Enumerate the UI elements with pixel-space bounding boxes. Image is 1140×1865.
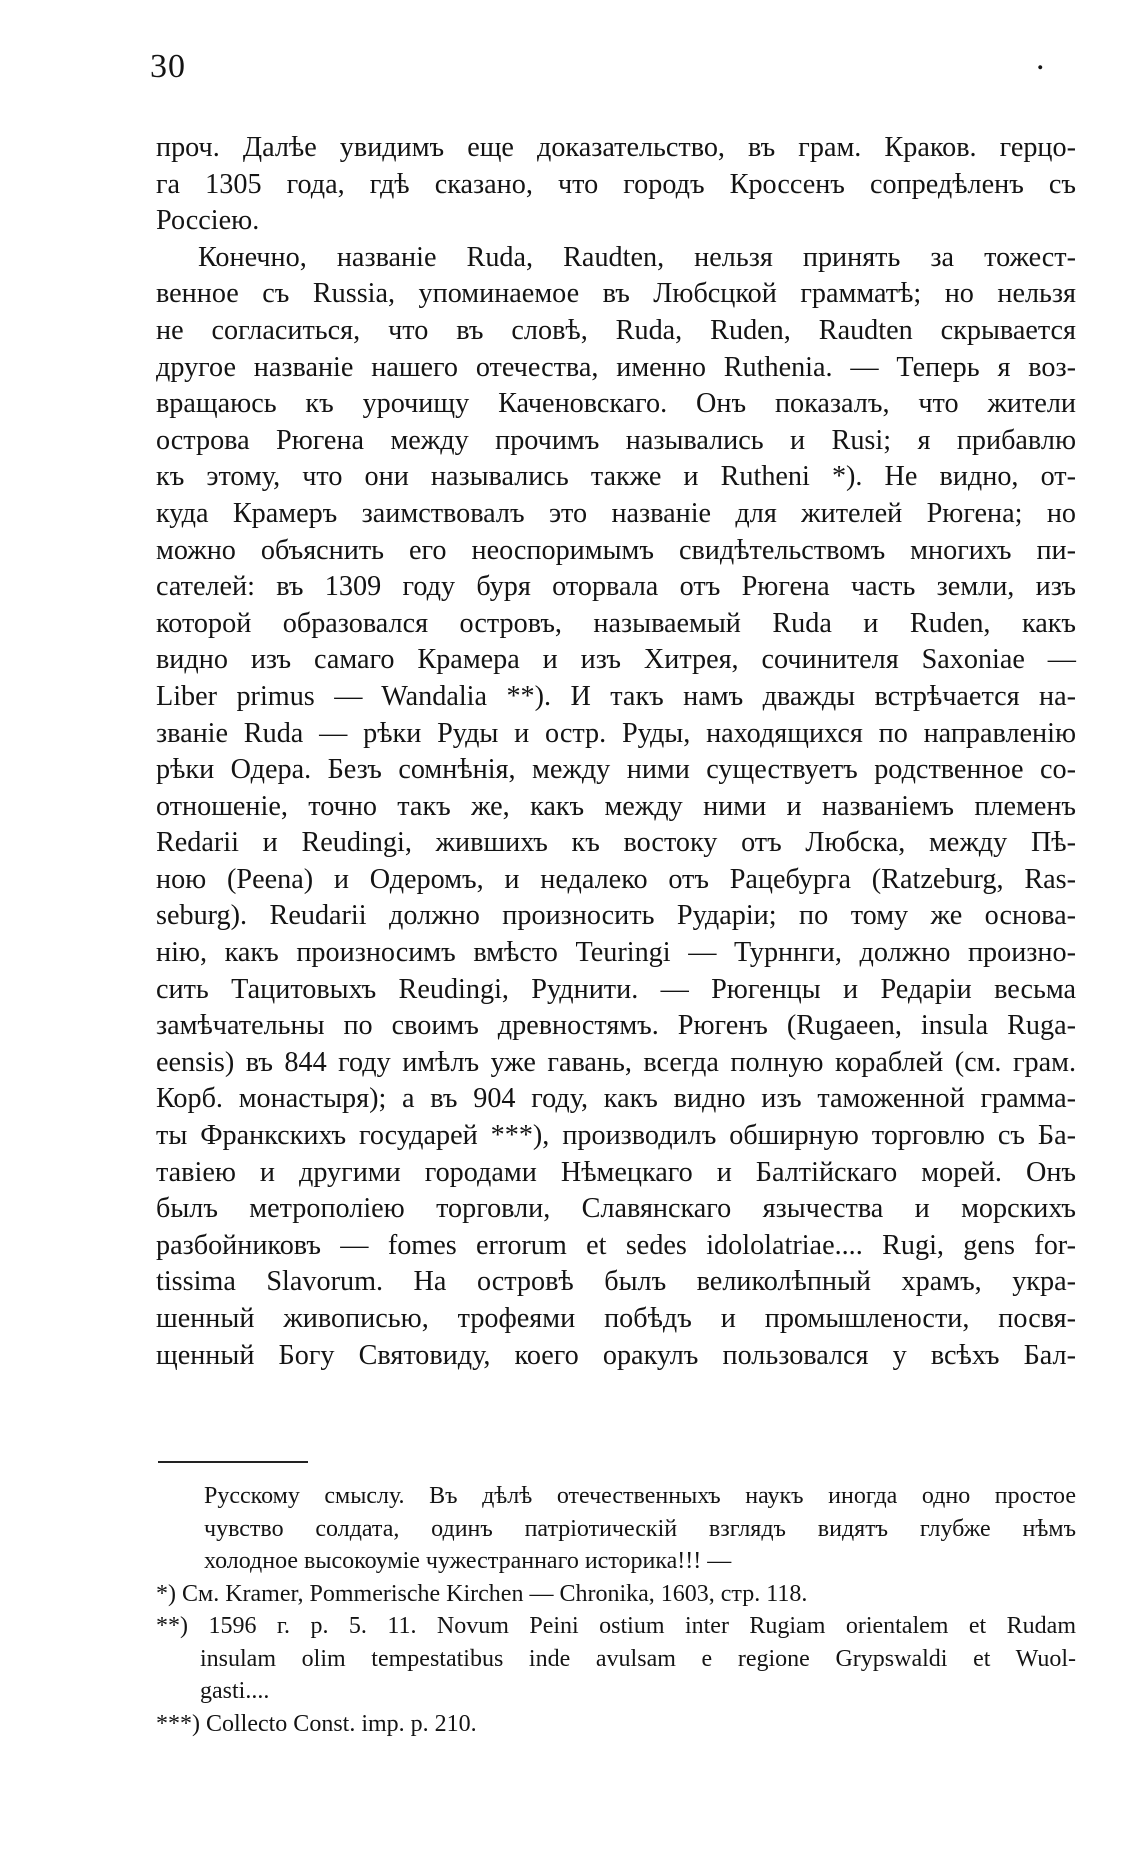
text-line: шенный живописью, трофеями побѣдъ и промышлености, посвя- [156,1303,1076,1334]
page-number: 30 [150,48,186,85]
text-line: га 1305 года, гдѣ сказано, что городъ Кроссенъ сопредѣленъ съ [156,168,1076,200]
text-line: венное съ Russia, упоминаемое въ Любсцкой грамматѣ; но нельзя [156,278,1076,310]
text-line: не согласиться, что въ словѣ, Ruda, Ruden, Raudten скрывается [156,314,1076,346]
footnote-rule [158,1461,308,1463]
footnote-line: Русскому смыслу. Въ дѣлѣ отечественныхъ наукъ иногда одно простое [204,1483,1076,1509]
text-line: seburg). Reudarii должно произносить Рударiи; по тому же основа- [156,900,1076,932]
corner-mark: . [1036,40,1045,77]
text-line: другое названiе нашего отечества, именно Ruthenia. — Теперь я воз- [156,351,1076,383]
text-line: былъ метрополiею торговли, Славянскаго язычества и морскихъ [156,1193,1076,1225]
footnote-line: чувство солдата, одинъ патрiотическiй взглядъ видятъ глубже нѣмъ [204,1515,1076,1542]
text-line: Redarii и Reudingi, жившихъ къ востоку отъ Любска, между Пѣ- [156,827,1076,859]
text-line: щенный Богу Святовиду, коего оракулъ пользовался у всѣхъ Бал- [156,1339,1076,1371]
text-line: проч. Далѣе увидимъ еще доказательство, въ грам. Краков. герцо- [156,132,1076,163]
text-line: разбойниковъ — fomes errorum et sedes idololatriae.... Rugi, gens for- [156,1229,1076,1261]
footnote-line: **) 1596 г. р. 5. 11. Novum Peini ostium inter Rugiam orientalem et Rudam [156,1613,1076,1639]
footnote-line: *) См. Kramer, Pommerische Kirchen — Chronika, 1603, стр. 118. [156,1580,808,1607]
footnote-line: gasti.... [200,1678,270,1704]
body-text [156,130,1076,1374]
text-line: тавiею и другими городами Нѣмецкаго и Балтiйскаго морей. Онъ [156,1156,1076,1188]
text-line: Конечно, названiе Ruda, Raudten, нельзя принять за тожест- [198,241,1076,273]
text-line: Россiею. [156,205,260,237]
text-line: замѣчательны по своимъ древностямъ. Рюгенъ (Rugaeen, insula Ruga- [156,1010,1076,1042]
text-line: ты Франкскихъ государей ***), производилъ обширную торговлю съ Ба- [156,1120,1076,1152]
text-line: къ этому, что они назывались также и Rutheni *). Не видно, от- [156,461,1076,493]
text-line: сателей: въ 1309 году буря оторвала отъ Рюгена часть земли, изъ [156,571,1076,603]
text-line: Корб. монастыря); а въ 904 году, какъ видно изъ таможенной грамма- [156,1083,1076,1115]
text-line: eensis) въ 844 году имѣлъ уже гавань, всегда полную кораблей (см. грам. [156,1046,1076,1078]
text-line: можно объяснить его неоспоримымъ свидѣтельствомъ многихъ пи- [156,534,1076,566]
text-line: tissima Slavorum. На островѣ былъ великолѣпный храмъ, укра- [156,1266,1076,1298]
footnotes [156,1480,1076,1740]
text-line: которой образовался островъ, называемый Ruda и Ruden, какъ [156,607,1076,639]
text-line: ною (Peena) и Одеромъ, и недалеко отъ Рацебурга (Ratzeburg, Ras- [156,863,1076,895]
text-line: Liber primus — Wandalia **). И такъ намъ дважды встрѣчается на- [156,680,1076,712]
footnote-line: холодное высокоумiе чужестраннаго историка!!! — [204,1548,732,1574]
text-line: видно изъ самаго Крамера и изъ Хитрея, сочинителя Saxoniae — [156,644,1076,676]
text-line: нiю, какъ произносимъ вмѣсто Teuringi — Турннги, должно произно- [156,937,1076,969]
footnote-line: insulam olim tempestatibus inde avulsam e regione Grypswaldi et Wuol- [200,1645,1076,1672]
text-line: сить Тацитовыхъ Reudingi, Руднити. — Рюгенцы и Редарiи весьма [156,973,1076,1005]
text-line: вращаюсь къ урочищу Каченовскаго. Онъ показалъ, что жители [156,388,1076,420]
text-line: куда Крамеръ заимствовалъ это названiе для жителей Рюгена; но [156,497,1076,529]
text-line: рѣки Одера. Безъ сомнѣнiя, между ними существуетъ родственное со- [156,754,1076,786]
text-line: званiе Ruda — рѣки Руды и остр. Руды, находящихся по направленiю [156,717,1076,749]
text-line: острова Рюгена между прочимъ назывались и Rusi; я прибавлю [156,424,1076,456]
footnote-line: ***) Collecto Const. imp. p. 210. [156,1710,477,1737]
text-line: отношенiе, точно такъ же, какъ между ними и названiемъ племенъ [156,790,1076,822]
